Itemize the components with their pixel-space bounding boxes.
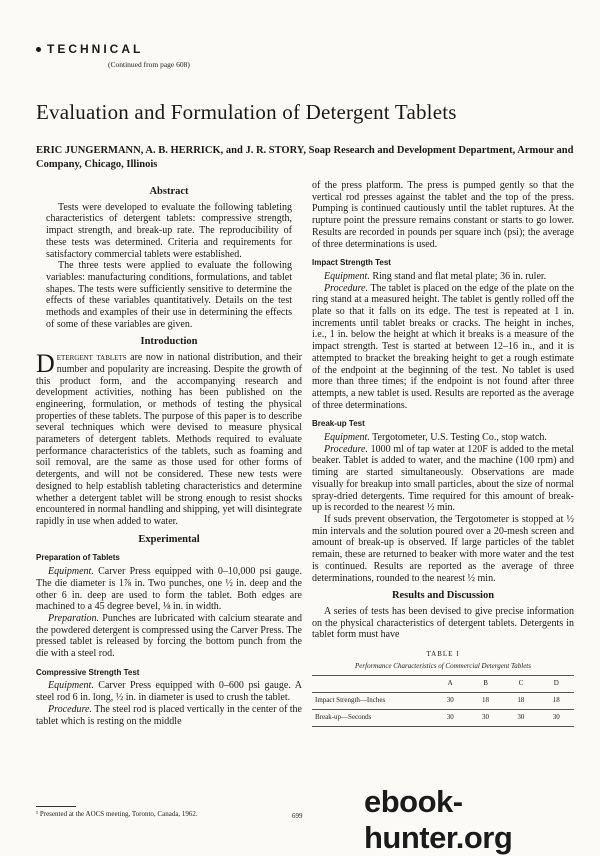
table-header-row	[312, 676, 574, 693]
impact-procedure-paragraph: Procedure. The tablet is placed on the edge of the plate on the ring stand at a measured height. The tablet is gently rolled off the plate so that it falls on its edge. The test is repeated at 1 in. increments until tablet breaks or cracks. The height in inches, i.e., 1 in. below the height at which it breaks is a measure of the impact strength. Test is started at between 12–16 in., and it is attempted to bracket the breaking height to get a rough estimate of the endpoint at the beginning of the test. No tablet is used more than three times; if the endpoint is not found after three attempts, a new tablet is used. Results are reported as the average of three determinations.	[312, 282, 574, 411]
table-label: TABLE I	[426, 650, 460, 659]
breakup-equipment-paragraph: Equipment. Tergotometer, U.S. Testing Co., stop watch.	[324, 432, 547, 444]
prep-preparation-paragraph: Preparation. Punches are lubricated with calcium stearate and the powdered detergent is compressed using the Carver Press. The pressed tablet is released by forcing the bottom punch from the die with a steel rod.	[36, 612, 302, 660]
breakup-suds-paragraph: If suds prevent observation, the Tergotometer is stopped at ½ min intervals and the solution poured over a 20-mesh screen and amount of break-up is observed. If large particles of the tablet remain, these are returned to beaker with more water and the test is continued. Results are reported as the average of three determinations, rounded to the nearest ½ min.	[312, 513, 574, 584]
table-header-cell: D	[539, 676, 574, 693]
performance-table	[312, 675, 574, 726]
table-cell: Impact Strength—Inches	[312, 693, 433, 710]
bullet-icon	[36, 47, 41, 52]
table-row	[312, 709, 574, 726]
introduction-paragraph	[36, 349, 303, 528]
table-header-cell	[312, 676, 433, 693]
table-cell: Break-up—Seconds	[312, 709, 433, 726]
prep-heading: Preparation of Tablets	[36, 553, 120, 563]
table-caption: Performance Characteristics of Commercial Detergent Tablets	[355, 661, 531, 670]
procedure-label: Procedure.	[324, 282, 368, 294]
table-cell: 18	[503, 693, 538, 710]
abstract	[36, 186, 302, 330]
procedure-label: Procedure.	[324, 443, 368, 455]
equipment-label: Equipment.	[48, 566, 94, 578]
table-cell: 18	[468, 693, 503, 710]
table-cell: 18	[539, 693, 574, 710]
article-title: Evaluation and Formulation of Detergent Tablets	[36, 100, 457, 124]
equipment-label: Equipment.	[324, 270, 370, 282]
footnote-rule	[36, 806, 76, 807]
procedure-label: Procedure.	[48, 703, 92, 715]
results-paragraph: A series of tests has been devised to give precise information on the physical characteristics of detergent tablets. Detergents in tablet form must have	[312, 605, 574, 641]
impact-equipment-paragraph: Equipment. Ring stand and flat metal plate; 36 in. ruler.	[324, 270, 547, 282]
right-column	[312, 180, 574, 727]
table-cell: 30	[503, 709, 538, 726]
compressive-procedure-paragraph: Procedure. The steel rod is placed vertically in the center of the tablet which is resting on the middle	[36, 703, 302, 727]
introduction-heading: Introduction	[140, 336, 198, 348]
table-1	[312, 649, 574, 727]
preparation-label: Preparation.	[48, 612, 100, 624]
table-cell: 30	[433, 709, 468, 726]
table-cell: 30	[539, 709, 574, 726]
left-column	[36, 180, 302, 727]
breakup-heading: Break-up Test	[312, 419, 365, 429]
abstract-heading: Abstract	[149, 186, 189, 197]
prep-equipment-paragraph: Equipment. Carver Press equipped with 0–10,000 psi gauge. The die diameter is 1⅞ in. Two punches, one ½ in. deep and the other 6 in. deep are used to form the tablet. Both edges are machined to a 45 degree bevel, ⅛ in. in width.	[36, 566, 302, 613]
experimental-heading: Experimental	[138, 533, 200, 545]
table-header-cell: B	[468, 676, 503, 693]
footnote: ¹ Presented at the AOCS meeting, Toronto, Canada, 1962.	[36, 810, 198, 818]
watermark: ebook-hunter.org	[364, 784, 513, 855]
introduction-lead: etergent tablets	[56, 352, 127, 364]
equipment-label: Equipment.	[48, 680, 94, 692]
drop-cap: D	[36, 349, 55, 379]
article-authors: ERIC JUNGERMANN, A. B. HERRICK, and J. R. STORY, Soap Research and Development Department, Armour and Company, Chicago, Illinois	[36, 145, 574, 170]
breakup-procedure-paragraph: Procedure. 1000 ml of tap water at 120F is added to the metal beaker. Tablet is added to water, and the machine (100 rpm) and timing are started simultaneously. Observations are made visually for breakup into small particles, about the size of normal spray-dried detergents. Time required for this amount of break-up is recorded to the nearest ½ min.	[312, 443, 574, 514]
continued-note: (Continued from page 608)	[108, 60, 190, 69]
table-row	[312, 693, 574, 710]
equipment-label: Equipment.	[324, 432, 370, 444]
compressive-heading: Compressive Strength Test	[36, 667, 140, 677]
introduction-text: are now in national distribution, and their number and popularity are increasing. Despite the growth of this product form, and the accompanying research and development activities, nothing has been published on the engineering, formulation, or methods of testing the physical properties of these tablets. The purpose of this paper is to describe several techniques which were devised to measure physical parameters of detergent tablets. Methods required to evaluate performance characteristics of the tablets, such as foaming and soil removal, are the same as those used for other forms of detergents, and will not be considered. These new tests were designed to help establish tableting characteristics and determine whether a detergent tablet will be strong enough to resist shocks encountered in normal handling and shipping, yet will disintegrate rapidly in use when added to water.	[36, 352, 303, 527]
abstract-paragraph-2: The three tests were applied to evaluate the following variables: manufacturing conditions, formulations, and tablet shapes. The tests were sufficiently sensitive to determine the effects of these variables quantitatively. Details on the test methods and examples of their use in determining the effects of some of these variables are given.	[46, 260, 292, 330]
section-tag: TECHNICAL	[36, 42, 143, 56]
abstract-paragraph-1: Tests were developed to evaluate the following tableting characteristics of detergent tablets: compressive strength, impact strength, and break-up rate. The reproducibility of these tests was determined. Criteria and requirements for satisfactory commercial tablets were established.	[46, 201, 292, 260]
results-heading: Results and Discussion	[391, 590, 495, 602]
impact-heading: Impact Strength Test	[312, 258, 391, 268]
table-header-cell: A	[433, 676, 468, 693]
page-number: 699	[292, 812, 303, 820]
table-cell: 30	[433, 693, 468, 710]
compressive-continued-paragraph: of the press platform. The press is pumped gently so that the vertical rod presses against the tablet and the top of the press. Pumping is continued cautiously until the tablet ruptures. At the rupture point the pressure remains constant or starts to go lower. Results are recorded in pounds per square inch (psi); the average of three determinations is used.	[312, 180, 574, 250]
table-header-cell: C	[503, 676, 538, 693]
table-cell: 30	[468, 709, 503, 726]
compressive-equipment-paragraph: Equipment. Carver Press equipped with 0–600 psi gauge. A steel rod 6 in. long, ½ in. in diameter is used to crush the tablet.	[36, 680, 302, 704]
